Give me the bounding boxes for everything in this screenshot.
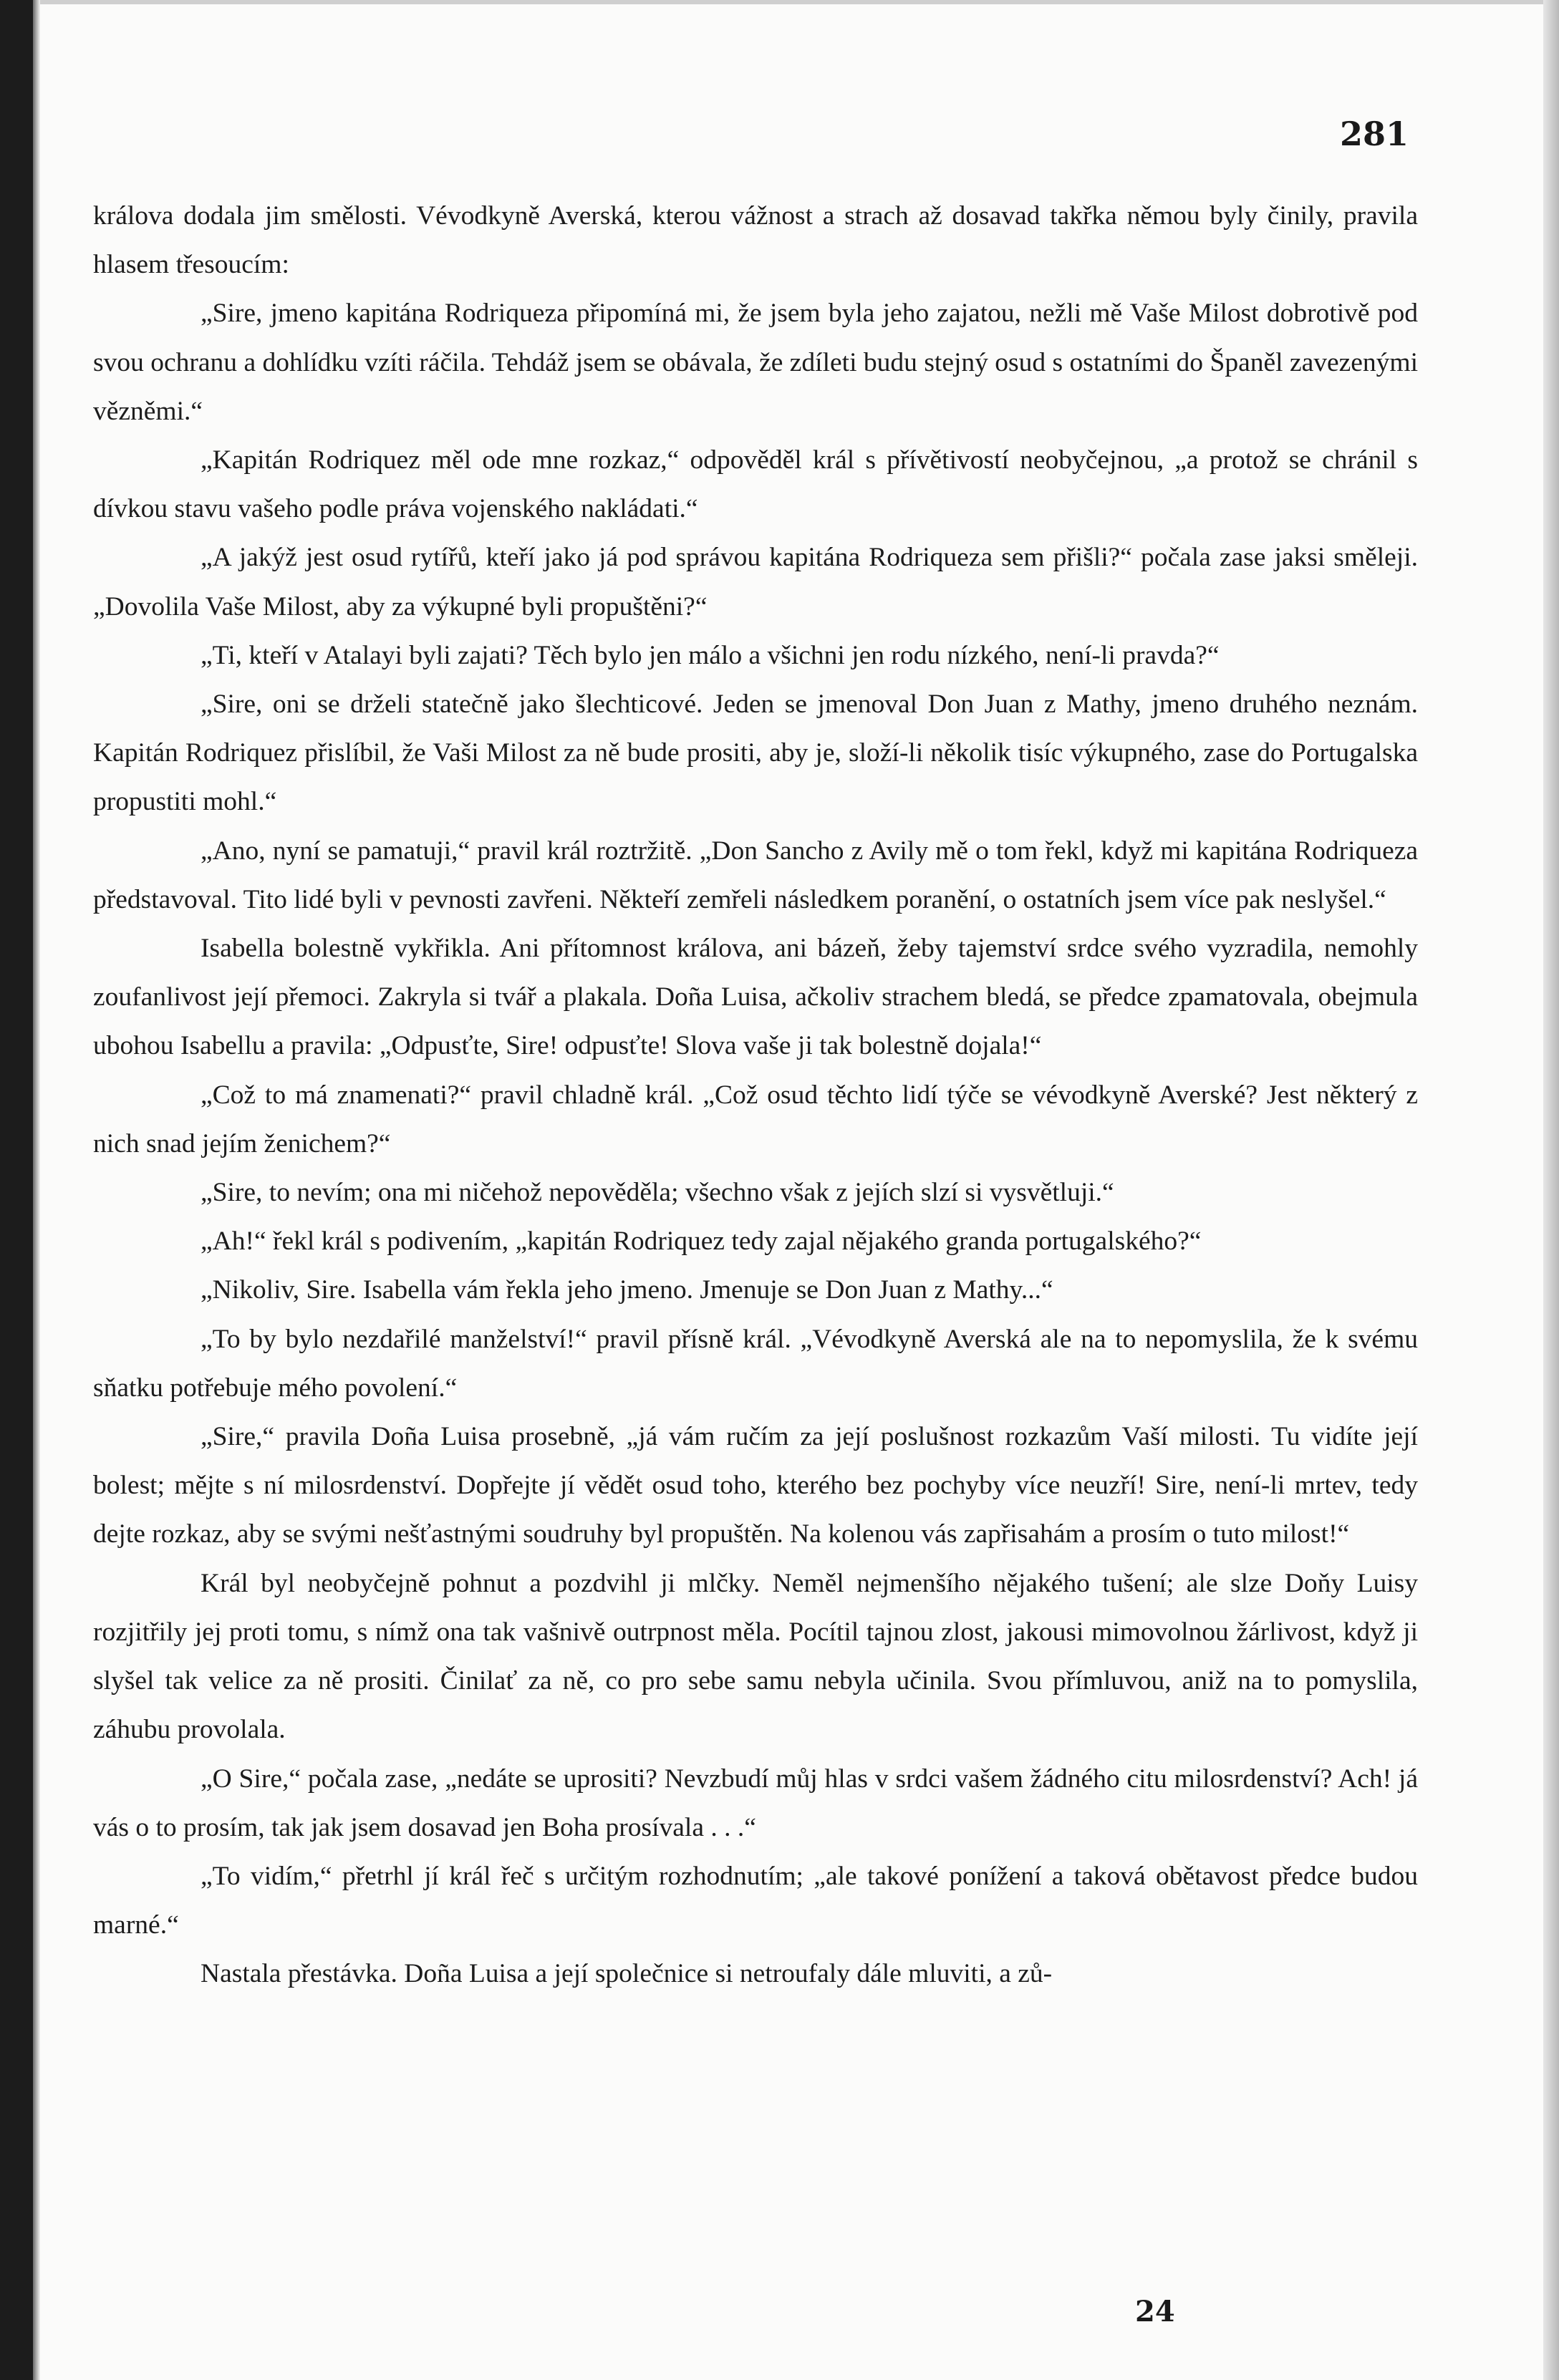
paragraph: „Ah!“ řekl král s podivením, „kapitán Rodriquez tedy zajal nějakého granda portugalského?“ [201, 1227, 1202, 1257]
paragraph: „Ano, nyní se pamatuji,“ pravil král roztržitě. „Don Sancho z Avily mě o tom řekl, když mi kapitána Rodriqueza představoval. Tito lidé byli v pevnosti zavřeni. Někteří zemřeli následkem poranění, o ostatních jsem více pak neslyšel.“ [93, 836, 1418, 914]
paragraph: „Nikoliv, Sire. Isabella vám řekla jeho jmeno. Jmenuje se Don Juan z Mathy...“ [201, 1275, 1053, 1305]
signature-mark: 24 [1135, 2295, 1175, 2328]
paragraph: Isabella bolestně vykřikla. Ani přítomnost králova, ani bázeň, žeby tajemství srdce svého vyzradila, nemohly zoufanlivost její přemoci. Zakryla si tvář a plakala. Doña Luisa, ačkoliv strachem bledá, se předce zpamatovala, obejmula ubohou Isabellu a pravila: „Odpusťte, Sire! odpusťte! Slova vaše ji tak bolestně dojala!“ [93, 934, 1418, 1061]
paragraph: „Sire, to nevím; ona mi ničehož nepověděla; všechno však z jejích slzí si vysvětluji.“ [201, 1178, 1114, 1208]
paragraph: „A jakýž jest osud rytířů, kteří jako já pod správou kapitána Rodriqueza sem přišli?“ počala zase jaksi směleji. „Dovolila Vaše Milost, aby za výkupné byli propuštěni?“ [93, 543, 1418, 621]
page-binding-edge [0, 0, 33, 2380]
body-text [93, 192, 1418, 1999]
paragraph: králova dodala jim smělosti. Vévodkyně Averská, kterou vážnost a strach až dosavad takřka němou byly činily, pravila hlasem třesoucím: [93, 201, 1418, 280]
paragraph: „To by bylo nezdařilé manželství!“ pravil přísně král. „Vévodkyně Averská ale na to nepomyslila, že k svému sňatku potřebuje mého povolení.“ [93, 1324, 1418, 1403]
paragraph: Král byl neobyčejně pohnut a pozdvihl ji mlčky. Neměl nejmenšího nějakého tušení; ale slze Doňy Luisy rozjitřily jej proti tomu, s nímž ona tak vašnivě outrpnost měla. Pocítil tajnou zlost, jakousi mimovolnou žárlivost, když ji slyšel tak velice za ně prositi. Činilať za ně, co pro sebe samu nebyla učinila. Svou přímluvou, aniž na to pomyslila, záhubu provolala. [93, 1568, 1418, 1745]
paragraph: „To vidím,“ přetrhl jí král řeč s určitým rozhodnutím; „ale takové ponížení a taková obětavost předce budou marné.“ [93, 1861, 1418, 1940]
paragraph: „Sire,“ pravila Doña Luisa prosebně, „já vám ručím za její poslušnost rozkazům Vaší milosti. Tu vidíte její bolest; mějte s ní milosrdenství. Dopřejte jí vědět osud toho, kterého bez pochyby více neuzří! Sire, není-li mrtev, tedy dejte rozkaz, aby se svými nešťastnými soudruhy byl propuštěn. Na kolenou vás zapřisahám a prosím o tuto milost!“ [93, 1422, 1418, 1549]
paragraph: Nastala přestávka. Doña Luisa a její společnice si netroufaly dále mluviti, a zů- [201, 1959, 1053, 1989]
paragraph: „Což to má znamenati?“ pravil chladně král. „Což osud těchto lidí týče se vévodkyně Averské? Jest některý z nich snad jejím ženichem?“ [93, 1080, 1418, 1158]
paragraph: „Sire, jmeno kapitána Rodriqueza připomíná mi, že jsem byla jeho zajatou, nežli mě Vaše Milost dobrotivě pod svou ochranu a dohlídku vzíti ráčila. Tehdáž jsem se obávala, že zdíleti budu stejný osud s ostatními do Španěl zavezenými vězněmi.“ [93, 299, 1418, 426]
page-right-edge [1543, 0, 1559, 2380]
paragraph: „Ti, kteří v Atalayi byli zajati? Těch bylo jen málo a všichni jen rodu nízkého, není-li pravda?“ [201, 640, 1220, 670]
paragraph: „Sire, oni se drželi statečně jako šlechticové. Jeden se jmenoval Don Juan z Mathy, jmeno druhého neznám. Kapitán Rodriquez přislíbil, že Vaši Milost za ně bude prositi, aby je, složí-li několik tisíc výkupného, zase do Portugalska propustiti mohl.“ [93, 690, 1418, 817]
paragraph: „O Sire,“ počala zase, „nedáte se uprositi? Nevzbudí můj hlas v srdci vašem žádného citu milosrdenství? Ach! já vás o to prosím, tak jak jsem dosavad jen Boha prosívala . . .“ [93, 1764, 1418, 1842]
paragraph: „Kapitán Rodriquez měl ode mne rozkaz,“ odpověděl král s přívětivostí neobyčejnou, „a protož se chránil s dívkou stavu vašeho podle práva vojenského nakládati.“ [93, 445, 1418, 524]
page-binding-shadow [33, 0, 40, 2380]
page-top-edge [40, 0, 1544, 4]
page-number: 281 [1339, 115, 1409, 153]
